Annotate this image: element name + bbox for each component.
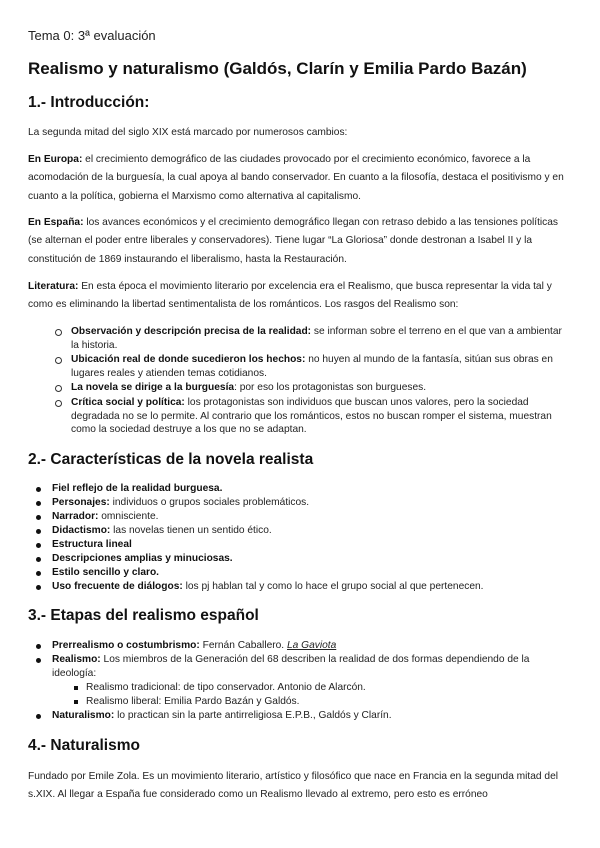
list-item: Uso frecuente de diálogos: los pj hablan tal y como lo hace el grupo social al que pertenecen. [34, 580, 574, 594]
list-item: Estructura lineal [34, 538, 574, 552]
bullet-icon [36, 644, 41, 649]
list-item: Fiel reflejo de la realidad burguesa. [34, 482, 574, 496]
document-title: Realismo y naturalismo (Galdós, Clarín y Emilia Pardo Bazán) [28, 59, 527, 78]
bullet-icon [36, 585, 41, 590]
espana-label: En España: [28, 217, 84, 228]
list-item: Naturalismo: lo practican sin la parte antirreligiosa E.P.B., Galdós y Clarín. [34, 709, 574, 723]
literatura-label: Literatura: [28, 281, 79, 292]
list-item: Crítica social y política: los protagonistas son individuos que buscan unos valores, pero la sociedad degradada no se lo permite. Al contrario que los románticos, estos no buscan romper el sistema, muestran como la sociedad destruye a los que no se adaptan. [50, 396, 570, 437]
realismo-sublist [52, 681, 574, 709]
list-item: Realismo tradicional: de tipo conservador. Antonio de Alarcón. [52, 681, 574, 695]
section-4-heading: 4.- Naturalismo [28, 737, 140, 754]
list-item: Observación y descripción precisa de la realidad: se informan sobre el terreno en el que van a ambientar la historia. [50, 325, 570, 352]
europa-paragraph [28, 151, 568, 206]
list-item: Realismo liberal: Emilia Pardo Bazán y Galdós. [52, 695, 574, 709]
page-header: Tema 0: 3ª evaluación [28, 28, 156, 43]
caracteristicas-list [34, 482, 574, 594]
list-item: Didactismo: las novelas tienen un sentido ético. [34, 524, 574, 538]
literatura-text: En esta época el movimiento literario por excelencia era el Realismo, que busca representar la vida tal y como es eliminando la libertad sentimentalista de los románticos. Los rasgos del Realismo son: [28, 281, 552, 311]
bullet-icon [36, 501, 41, 506]
bullet-icon [36, 658, 41, 663]
list-item: Personajes: individuos o grupos sociales problemáticos. [34, 496, 574, 510]
list-item: La novela se dirige a la burguesía: por eso los protagonistas son burgueses. [50, 381, 570, 395]
la-gaviota-link[interactable]: La Gaviota [286, 640, 337, 651]
circle-bullet-icon [55, 329, 62, 336]
list-item: Estilo sencillo y claro. [34, 566, 574, 580]
rasgos-list [50, 325, 570, 438]
europa-text: el crecimiento demográfico de las ciudades provocado por el crecimiento económico, favorece a la acomodación de la burguesía, la cual apoya al bando conservador. En cuanto a la filosofía, destaca el positivismo y en cuanto a la política, gobierna el Marxismo como alternativa al capitalismo. [28, 154, 564, 202]
intro-paragraph: La segunda mitad del siglo XIX está marcado por numerosos cambios: [28, 127, 348, 138]
bullet-icon [36, 487, 41, 492]
list-item: Realismo: Los miembros de la Generación del 68 describen la realidad de dos formas dependiendo de la ideología: Realismo tradicional: de tipo conservador. Antonio de Alarcón. Realismo liberal: Emilia Pardo Bazán y Galdós. [34, 653, 574, 709]
espana-text: los avances económicos y el crecimiento demográfico llegan con retraso debido a las tensiones políticas (se alternan el poder entre liberales y conservadores). Tiene lugar “La Gloriosa” donde destronan a Isabel II y la constitución de 1869 instaurando el liberalismo, hasta la Restauración. [28, 217, 559, 265]
etapas-list [34, 639, 574, 723]
square-bullet-icon [74, 700, 78, 704]
list-item: Descripciones amplias y minuciosas. [34, 552, 574, 566]
bullet-icon [36, 571, 41, 576]
europa-label: En Europa: [28, 154, 83, 165]
naturalismo-paragraph: Fundado por Emile Zola. Es un movimiento literario, artístico y filosófico que nace en Francia en la segunda mitad del s.XIX. Al llegar a España fue considerado como un Realismo llevado al extremo, pero esto es erróneo [28, 771, 559, 801]
bullet-icon [36, 557, 41, 562]
circle-bullet-icon [55, 400, 62, 407]
bullet-icon [36, 543, 41, 548]
literatura-paragraph [28, 278, 568, 315]
circle-bullet-icon [55, 385, 62, 392]
bullet-icon [36, 529, 41, 534]
bullet-icon [36, 714, 41, 719]
list-item: Ubicación real de donde sucedieron los hechos: no huyen al mundo de la fantasía, sitúan sus obras en lugares reales y atienden temas cotidianos. [50, 353, 570, 380]
section-3-heading: 3.- Etapas del realismo español [28, 607, 259, 624]
circle-bullet-icon [55, 357, 62, 364]
espana-paragraph [28, 214, 568, 269]
list-item: Prerrealismo o costumbrismo: Fernán Caballero. La Gaviota [34, 639, 574, 653]
section-1-heading: 1.- Introducción: [28, 94, 150, 111]
square-bullet-icon [74, 686, 78, 690]
bullet-icon [36, 515, 41, 520]
list-item: Narrador: omnisciente. [34, 510, 574, 524]
section-2-heading: 2.- Características de la novela realista [28, 451, 314, 468]
